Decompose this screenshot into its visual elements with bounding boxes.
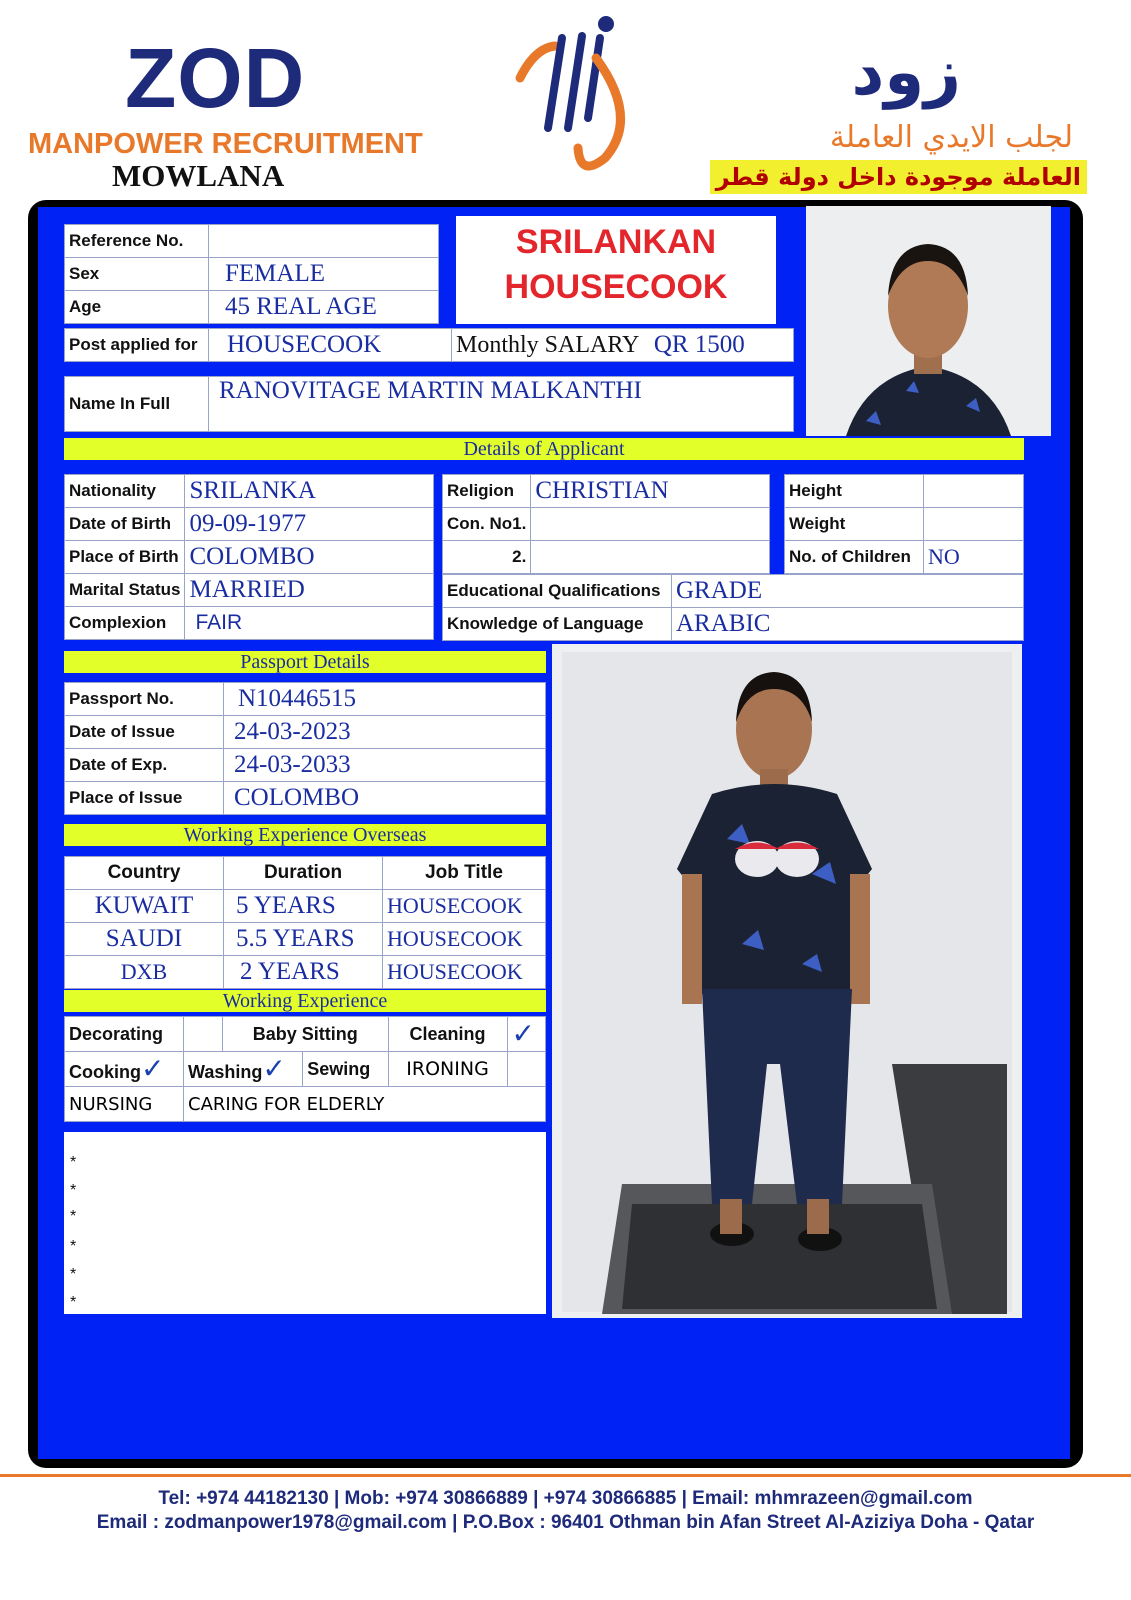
country-cell: SAUDI (65, 923, 224, 956)
children-value: NO (924, 541, 1024, 574)
job-title-cell: HOUSECOOK (383, 956, 546, 989)
weight-value (924, 508, 1024, 541)
skill-ironing: IRONING (388, 1052, 507, 1087)
contact1-label: Con. No1. (443, 508, 531, 541)
name-value: RANOVITAGE MARTIN MALKANTHI (209, 377, 794, 432)
table-row (65, 956, 546, 989)
remark-bullet: * (70, 1238, 77, 1255)
complexion-label: Complexion (65, 607, 185, 640)
pob-label: Place of Birth (65, 541, 185, 574)
company-logo-text: ZOD (125, 31, 306, 125)
position-headline (456, 216, 776, 324)
issue-date-label: Date of Issue (65, 716, 224, 749)
children-label: No. of Children (785, 541, 924, 574)
contact2-value (531, 541, 770, 574)
remark-bullet: * (70, 1182, 77, 1199)
post-value: HOUSECOOK (209, 329, 452, 362)
headline-position: HOUSECOOK (504, 268, 728, 306)
footer-contact-line2: Email : zodmanpower1978@gmail.com | P.O.Box : 96401 Othman bin Afan Street Al-Aziziya Doha - Qatar (96, 1512, 1035, 1533)
post-label: Post applied for (65, 329, 209, 362)
col-duration: Duration (224, 857, 383, 890)
nationality-label: Nationality (65, 475, 185, 508)
skills-table (64, 1016, 546, 1122)
ref-label: Reference No. (65, 225, 209, 258)
salary-value: QR 1500 (653, 331, 745, 358)
skill-nursing: NURSING (65, 1087, 184, 1122)
marital-label: Marital Status (65, 574, 185, 607)
issue-date-value: 24-03-2023 (224, 716, 546, 749)
issue-place-label: Place of Issue (65, 782, 224, 815)
passport-section-title: Passport Details (64, 651, 546, 673)
job-title-cell: HOUSECOOK (383, 923, 546, 956)
age-value: 45 REAL AGE (209, 291, 439, 324)
pob-value: COLOMBO (185, 541, 434, 574)
personal-details-table (64, 474, 434, 640)
salary-label: Monthly SALARY (456, 332, 640, 358)
physical-details-table (784, 474, 1024, 574)
job-title-cell: HOUSECOOK (383, 890, 546, 923)
nationality-value: SRILANKA (185, 475, 434, 508)
overseas-experience-table (64, 856, 546, 989)
contact2-label: 2. (443, 541, 531, 574)
table-row (65, 923, 546, 956)
skill-cleaning: Cleaning (388, 1017, 507, 1052)
skills-section-title: Working Experience (64, 990, 546, 1012)
remark-bullet: * (70, 1294, 77, 1311)
dob-label: Date of Birth (65, 508, 185, 541)
headline-nationality: SRILANKAN (515, 223, 717, 261)
applicant-portrait (806, 206, 1051, 436)
cleaning-check-icon: ✓ (507, 1017, 545, 1052)
skill-cooking: Cooking (69, 1062, 141, 1082)
issue-place-value: COLOMBO (224, 782, 546, 815)
skill-washing: Washing (188, 1062, 263, 1082)
name-label: Name In Full (65, 377, 209, 432)
country-cell: KUWAIT (65, 890, 224, 923)
remarks-box (64, 1132, 546, 1314)
duration-cell: 5.5 YEARS (224, 923, 383, 956)
age-label: Age (65, 291, 209, 324)
passport-no-value: N10446515 (224, 683, 546, 716)
skill-caring-elderly: CARING FOR ELDERLY (184, 1087, 546, 1122)
language-value: ARABIC (672, 608, 1024, 641)
religion-value: CHRISTIAN (531, 475, 770, 508)
table-row (65, 890, 546, 923)
company-logo-icon (500, 8, 640, 183)
branch-name: MOWLANA (112, 158, 285, 193)
weight-label: Weight (785, 508, 924, 541)
education-language-table (442, 574, 1024, 641)
education-value: GRADE (672, 575, 1024, 608)
footer-divider (0, 1474, 1131, 1477)
details-section-title: Details of Applicant (64, 438, 1024, 460)
expiry-date-label: Date of Exp. (65, 749, 224, 782)
religion-contact-table (442, 474, 770, 574)
post-salary-table (64, 328, 794, 362)
remark-bullet: * (70, 1266, 77, 1283)
skill-baby-sitting: Baby Sitting (223, 1017, 389, 1052)
country-cell: DXB (65, 956, 224, 989)
complexion-value: FAIR (185, 607, 434, 640)
language-label: Knowledge of Language (443, 608, 672, 641)
sex-label: Sex (65, 258, 209, 291)
arabic-tagline: لجلب الايدي العاملة (829, 120, 1073, 155)
duration-cell: 2 YEARS (224, 956, 383, 989)
height-value (924, 475, 1024, 508)
overseas-section-title: Working Experience Overseas (64, 824, 546, 846)
skill-decorating: Decorating (65, 1017, 184, 1052)
height-label: Height (785, 475, 924, 508)
sex-value: FEMALE (209, 258, 439, 291)
footer-contact-line1: Tel: +974 44182130 | Mob: +974 30866889 | +974 30866885 | Email: mhmrazeen@gmail.com (158, 1488, 973, 1509)
contact1-value (531, 508, 770, 541)
col-job-title: Job Title (383, 857, 546, 890)
religion-label: Religion (443, 475, 531, 508)
name-table (64, 376, 794, 432)
duration-cell: 5 YEARS (224, 890, 383, 923)
remark-bullet: * (70, 1154, 77, 1171)
company-subtitle: MANPOWER RECRUITMENT (28, 128, 423, 160)
marital-value: MARRIED (185, 574, 434, 607)
skill-sewing: Sewing (303, 1052, 388, 1087)
arabic-logo: زود (851, 36, 961, 110)
education-label: Educational Qualifications (443, 575, 672, 608)
cooking-check-icon: ✓ (141, 1052, 165, 1085)
applicant-full-photo (552, 644, 1022, 1318)
col-country: Country (65, 857, 224, 890)
dob-value: 09-09-1977 (185, 508, 434, 541)
ref-value (209, 225, 439, 258)
passport-no-label: Passport No. (65, 683, 224, 716)
arabic-availability-note: العاملة موجودة داخل دولة قطر (710, 160, 1087, 194)
expiry-date-value: 24-03-2033 (224, 749, 546, 782)
remark-bullet: * (70, 1208, 77, 1225)
basic-info-table (64, 224, 439, 324)
passport-table (64, 682, 546, 815)
washing-check-icon: ✓ (262, 1052, 286, 1085)
